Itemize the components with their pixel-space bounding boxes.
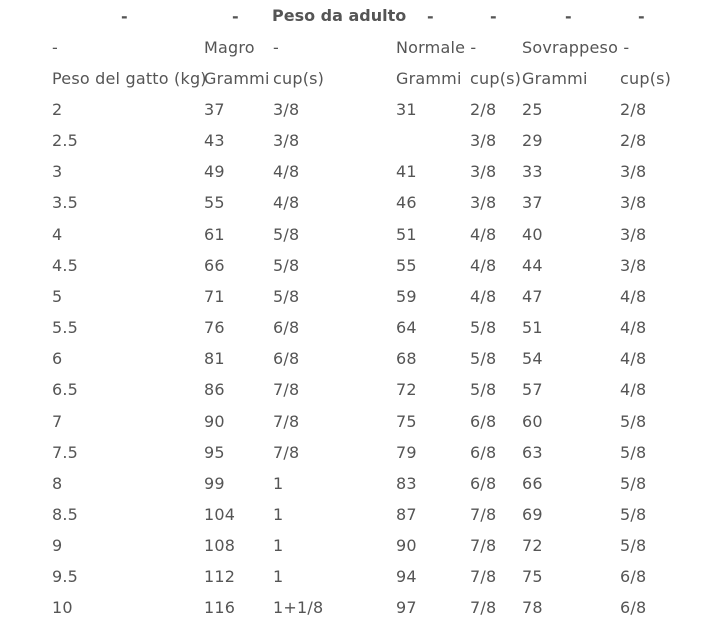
row-overweight-grams: 72 (522, 536, 543, 555)
row-normal-grams: 87 (396, 505, 417, 524)
row-overweight-cups: 5/8 (620, 412, 647, 431)
row-overweight-cups: 6/8 (620, 598, 647, 617)
row-normal-cups: 3/8 (470, 193, 497, 212)
row-normal-grams: 83 (396, 474, 417, 493)
row-overweight-cups: 5/8 (620, 474, 647, 493)
row-overweight-grams: 78 (522, 598, 543, 617)
header1-normal: Normale - (396, 38, 477, 57)
row-lean-grams: 86 (204, 380, 225, 399)
row-cat-weight: 5.5 (52, 318, 79, 337)
row-cat-weight: 9 (52, 536, 63, 555)
top-dash: - (565, 7, 572, 26)
row-overweight-cups: 4/8 (620, 349, 647, 368)
row-overweight-grams: 33 (522, 162, 543, 181)
row-overweight-grams: 69 (522, 505, 543, 524)
row-cat-weight: 7.5 (52, 443, 79, 462)
row-normal-cups: 4/8 (470, 225, 497, 244)
row-lean-cups: 7/8 (273, 380, 300, 399)
row-cat-weight: 4 (52, 225, 63, 244)
header1-lean-cups: - (273, 38, 279, 57)
row-normal-cups: 7/8 (470, 598, 497, 617)
row-overweight-grams: 66 (522, 474, 543, 493)
row-normal-grams: 94 (396, 567, 417, 586)
row-lean-grams: 104 (204, 505, 236, 524)
row-cat-weight: 8 (52, 474, 63, 493)
row-normal-cups: 7/8 (470, 505, 497, 524)
row-overweight-cups: 4/8 (620, 287, 647, 306)
row-overweight-grams: 75 (522, 567, 543, 586)
row-lean-grams: 76 (204, 318, 225, 337)
row-normal-cups: 3/8 (470, 162, 497, 181)
row-normal-cups: 6/8 (470, 412, 497, 431)
row-overweight-cups: 4/8 (620, 318, 647, 337)
row-overweight-grams: 63 (522, 443, 543, 462)
row-normal-cups: 7/8 (470, 536, 497, 555)
row-lean-cups: 7/8 (273, 412, 300, 431)
row-overweight-cups: 5/8 (620, 536, 647, 555)
row-overweight-cups: 2/8 (620, 131, 647, 150)
row-lean-grams: 95 (204, 443, 225, 462)
row-normal-grams: 68 (396, 349, 417, 368)
row-overweight-grams: 40 (522, 225, 543, 244)
row-normal-grams: 75 (396, 412, 417, 431)
row-lean-cups: 1 (273, 567, 284, 586)
row-overweight-grams: 44 (522, 256, 543, 275)
row-normal-cups: 3/8 (470, 131, 497, 150)
row-overweight-grams: 25 (522, 100, 543, 119)
row-normal-cups: 2/8 (470, 100, 497, 119)
row-normal-cups: 5/8 (470, 380, 497, 399)
row-overweight-cups: 5/8 (620, 443, 647, 462)
row-overweight-grams: 54 (522, 349, 543, 368)
top-dash: - (490, 7, 497, 26)
top-dash: - (638, 7, 645, 26)
row-lean-grams: 43 (204, 131, 225, 150)
row-lean-cups: 1 (273, 474, 284, 493)
header2-normal-cups: cup(s) (470, 69, 522, 88)
header1-lean: Magro (204, 38, 255, 57)
row-overweight-cups: 3/8 (620, 162, 647, 181)
row-normal-grams: 46 (396, 193, 417, 212)
row-lean-cups: 1 (273, 505, 284, 524)
header2-overweight-grams: Grammi (522, 69, 588, 88)
row-lean-cups: 3/8 (273, 131, 300, 150)
row-normal-grams: 97 (396, 598, 417, 617)
header1-weight: - (52, 38, 58, 57)
row-lean-grams: 61 (204, 225, 225, 244)
top-dash: - (232, 7, 239, 26)
row-overweight-grams: 60 (522, 412, 543, 431)
row-cat-weight: 6.5 (52, 380, 79, 399)
row-overweight-cups: 3/8 (620, 193, 647, 212)
row-overweight-grams: 37 (522, 193, 543, 212)
row-lean-grams: 71 (204, 287, 225, 306)
row-cat-weight: 8.5 (52, 505, 79, 524)
row-lean-cups: 6/8 (273, 318, 300, 337)
row-lean-cups: 6/8 (273, 349, 300, 368)
row-normal-grams: 41 (396, 162, 417, 181)
row-lean-grams: 90 (204, 412, 225, 431)
row-overweight-cups: 3/8 (620, 225, 647, 244)
row-overweight-cups: 6/8 (620, 567, 647, 586)
row-cat-weight: 6 (52, 349, 63, 368)
row-normal-cups: 4/8 (470, 256, 497, 275)
row-overweight-cups: 5/8 (620, 505, 647, 524)
row-normal-cups: 6/8 (470, 443, 497, 462)
row-normal-cups: 6/8 (470, 474, 497, 493)
row-lean-cups: 5/8 (273, 287, 300, 306)
header2-overweight-cups: cup(s) (620, 69, 672, 88)
row-cat-weight: 10 (52, 598, 73, 617)
row-lean-cups: 4/8 (273, 193, 300, 212)
row-cat-weight: 9.5 (52, 567, 79, 586)
top-dash: - (121, 7, 128, 26)
header2-lean-cups: cup(s) (273, 69, 325, 88)
table-title: Peso da adulto (272, 6, 407, 25)
row-overweight-grams: 51 (522, 318, 543, 337)
row-normal-cups: 4/8 (470, 287, 497, 306)
row-normal-cups: 5/8 (470, 318, 497, 337)
row-normal-grams: 55 (396, 256, 417, 275)
row-normal-grams: 64 (396, 318, 417, 337)
row-normal-grams: 90 (396, 536, 417, 555)
row-overweight-grams: 47 (522, 287, 543, 306)
row-lean-grams: 37 (204, 100, 225, 119)
row-overweight-grams: 57 (522, 380, 543, 399)
row-lean-cups: 3/8 (273, 100, 300, 119)
row-lean-cups: 4/8 (273, 162, 300, 181)
row-cat-weight: 2.5 (52, 131, 79, 150)
row-cat-weight: 3 (52, 162, 63, 181)
header2-normal-grams: Grammi (396, 69, 462, 88)
row-cat-weight: 3.5 (52, 193, 79, 212)
row-cat-weight: 2 (52, 100, 63, 119)
row-lean-cups: 7/8 (273, 443, 300, 462)
row-lean-cups: 1+1/8 (273, 598, 324, 617)
row-lean-grams: 112 (204, 567, 236, 586)
row-overweight-cups: 3/8 (620, 256, 647, 275)
header2-cat-weight: Peso del gatto (kg) (52, 69, 207, 88)
row-normal-grams: 59 (396, 287, 417, 306)
row-cat-weight: 7 (52, 412, 63, 431)
row-lean-grams: 55 (204, 193, 225, 212)
row-cat-weight: 4.5 (52, 256, 79, 275)
row-cat-weight: 5 (52, 287, 63, 306)
row-lean-grams: 49 (204, 162, 225, 181)
row-overweight-grams: 29 (522, 131, 543, 150)
row-lean-grams: 116 (204, 598, 236, 617)
row-normal-grams: 72 (396, 380, 417, 399)
row-overweight-cups: 2/8 (620, 100, 647, 119)
row-lean-cups: 5/8 (273, 225, 300, 244)
row-normal-grams: 79 (396, 443, 417, 462)
row-normal-cups: 7/8 (470, 567, 497, 586)
row-normal-cups: 5/8 (470, 349, 497, 368)
row-lean-grams: 66 (204, 256, 225, 275)
row-lean-grams: 108 (204, 536, 236, 555)
header1-overweight: Sovrappeso - (522, 38, 630, 57)
row-lean-cups: 1 (273, 536, 284, 555)
row-lean-grams: 81 (204, 349, 225, 368)
header2-lean-grams: Grammi (204, 69, 270, 88)
row-lean-cups: 5/8 (273, 256, 300, 275)
top-dash: - (427, 7, 434, 26)
row-overweight-cups: 4/8 (620, 380, 647, 399)
row-normal-grams: 31 (396, 100, 417, 119)
row-normal-grams: 51 (396, 225, 417, 244)
row-lean-grams: 99 (204, 474, 225, 493)
